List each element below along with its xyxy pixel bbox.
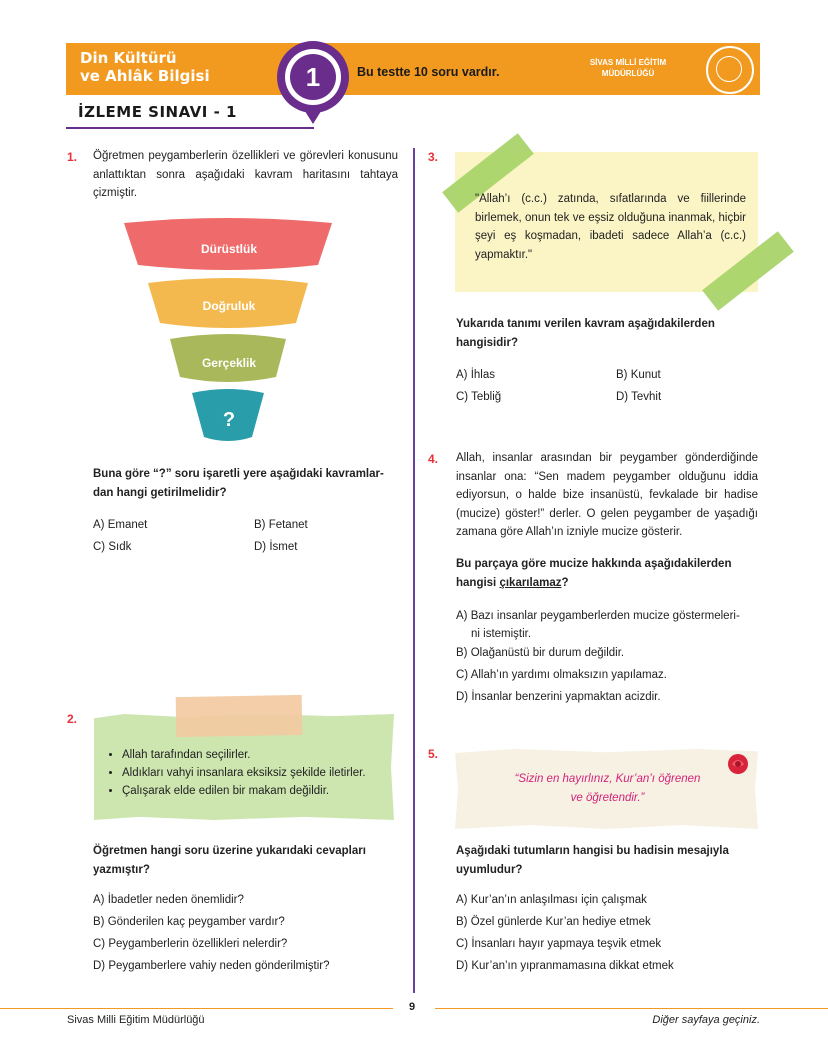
q4-question-post: ? xyxy=(561,576,569,589)
q4-stem: Allah, insanlar arasından bir peygamber gönderdiğinde insanlar ona: “Sen madem peygamber olduğunu iddia ediyorsun, o halde bize insanüstü, fevkalade bir hadise (mucize) göster!” derler. O gelen peygamber de yaşadığı zamana göre Allah’ın izniyle mucize gösterir. xyxy=(456,452,758,538)
q2-bullet-1: • Allah tarafından seçilirler. xyxy=(122,746,407,764)
q2-question xyxy=(93,842,398,879)
q4-question-line-1: Bu parçaya göre mucize hakkında aşağıdakilerden xyxy=(456,558,732,570)
q4-question-underlined: çıkarılamaz xyxy=(499,576,562,589)
footer-next-page: Diğer sayfaya geçiniz. xyxy=(652,1014,760,1026)
q3-option-d[interactable]: D) Tevhit xyxy=(616,391,662,403)
q2-tape xyxy=(176,695,303,737)
exam-title-underline xyxy=(66,127,314,129)
q5-option-a[interactable]: A) Kur’an’ın anlaşılması için çalışmak xyxy=(456,894,647,906)
funnel-label-1: Dürüstlük xyxy=(200,242,257,256)
funnel-label-3: Gerçeklik xyxy=(201,356,257,370)
q1-question xyxy=(93,465,403,502)
q3-question-line-2: hangisidir? xyxy=(456,336,518,349)
q5-hadith-line-1: “Sizin en hayırlınız, Kur’an’ı öğrenen xyxy=(514,773,701,785)
q1-question-line-1: Buna göre “?” soru işaretli yere aşağıdaki kavramlar- xyxy=(93,468,384,480)
q5-question xyxy=(456,842,758,879)
q4-option-a-line-1: A) Bazı insanlar peygamberlerden mucize göstermeleri- xyxy=(456,610,740,622)
test-number: 1 xyxy=(290,54,336,100)
funnel-label-2: Doğruluk xyxy=(202,299,256,313)
exam-title: İZLEME SINAVI - 1 xyxy=(78,103,237,121)
subject-title xyxy=(80,49,210,85)
q2-question-line-1: Öğretmen hangi soru üzerine yukarıdaki cevapları xyxy=(93,845,366,857)
q3-option-a[interactable]: A) İhlas xyxy=(456,369,495,381)
q4-number: 4. xyxy=(428,452,439,466)
directorate-line-1: SİVAS MİLLİ EĞİTİM xyxy=(589,58,667,67)
q4-question xyxy=(456,555,758,592)
q2-option-a[interactable]: A) İbadetler neden önemlidir? xyxy=(93,894,244,906)
q4-option-a-line-2: ni istemiştir. xyxy=(471,628,532,640)
q2-option-d[interactable]: D) Peygamberlere vahiy neden gönderilmiştir? xyxy=(93,960,330,972)
column-divider xyxy=(413,148,415,993)
footer-rule-left xyxy=(0,1008,393,1009)
q3-option-b[interactable]: B) Kunut xyxy=(616,369,661,381)
q5-hadith xyxy=(470,770,745,807)
q1-number: 1. xyxy=(67,150,78,164)
q3-question-line-1: Yukarıda tanımı verilen kavram aşağıdakilerden xyxy=(456,318,715,330)
directorate-label xyxy=(578,57,678,79)
q4-option-c[interactable]: C) Allah’ın yardımı olmaksızın yapılamaz. xyxy=(456,669,667,681)
funnel-label-question: ? xyxy=(222,409,236,431)
q4-question-line-2 xyxy=(456,574,758,593)
q2-question-line-2: yazmıştır? xyxy=(93,863,150,876)
footer-directorate: Sivas Milli Eğitim Müdürlüğü xyxy=(67,1014,205,1026)
q4-option-b[interactable]: B) Olağanüstü bir durum değildir. xyxy=(456,647,625,659)
q2-option-c[interactable]: C) Peygamberlerin özellikleri nelerdir? xyxy=(93,938,288,950)
q2-bullet-3: • Çalışarak elde edilen bir makam değildir. xyxy=(122,782,407,800)
q5-option-c[interactable]: C) İnsanları hayır yapmaya teşvik etmek xyxy=(456,938,662,950)
subject-line-2: ve Ahlâk Bilgisi xyxy=(80,67,210,85)
q5-option-d[interactable]: D) Kur’an’ın yıpranmamasına dikkat etmek xyxy=(456,960,674,972)
footer-rule-right xyxy=(435,1008,828,1009)
ministry-seal-inner xyxy=(716,56,742,82)
q1-question-line-2: dan hangi getirilmelidir? xyxy=(93,486,227,499)
q4-question-pre: hangisi xyxy=(456,576,500,589)
q2-number: 2. xyxy=(67,712,78,726)
q1-option-c[interactable]: C) Sıdk xyxy=(93,541,132,553)
q4-option-d[interactable]: D) İnsanlar benzerini yapmaktan acizdir. xyxy=(456,691,661,703)
q3-quote: "Allah’ı (c.c.) zatında, sıfatlarında ve fiillerinde birlemek, onun tek ve eşsiz olduğuna inanmak, hiçbir şeyi eş koşmadan, ibadeti sadece Allah’a (c.c.) yapmaktır." xyxy=(475,193,746,261)
q1-option-d[interactable]: D) İsmet xyxy=(254,541,298,553)
q5-question-line-2: uyumludur? xyxy=(456,863,523,876)
q4-option-a[interactable] xyxy=(456,607,740,643)
q1-option-a[interactable]: A) Emanet xyxy=(93,519,148,531)
directorate-line-2: MÜDÜRLÜĞÜ xyxy=(601,69,655,78)
question-count-text: Bu testte 10 soru vardır. xyxy=(357,65,500,79)
page-number: 9 xyxy=(409,1001,416,1013)
q3-number: 3. xyxy=(428,150,439,164)
q5-number: 5. xyxy=(428,747,439,761)
q1-option-b[interactable]: B) Fetanet xyxy=(254,519,308,531)
q3-option-c[interactable]: C) Tebliğ xyxy=(456,391,502,403)
q2-answer-list xyxy=(108,746,407,800)
q5-hadith-line-2: ve öğretendir.” xyxy=(570,791,645,804)
q3-question xyxy=(456,315,758,352)
q5-question-line-1: Aşağıdaki tutumların hangisi bu hadisin mesajıyla xyxy=(456,845,729,857)
q1-stem: Öğretmen peygamberlerin özellikleri ve görevleri konusunu anlattıktan sonra aşağıdaki kavram haritasını tahtaya çizmiştir. xyxy=(93,150,398,199)
q5-option-b[interactable]: B) Özel günlerde Kur’an hediye etmek xyxy=(456,916,651,928)
q2-option-b[interactable]: B) Gönderilen kaç peygamber vardır? xyxy=(93,916,285,928)
q2-bullet-2: • Aldıkları vahyi insanlara eksiksiz şekilde iletirler. xyxy=(122,764,407,782)
subject-line-1: Din Kültürü xyxy=(80,49,177,67)
